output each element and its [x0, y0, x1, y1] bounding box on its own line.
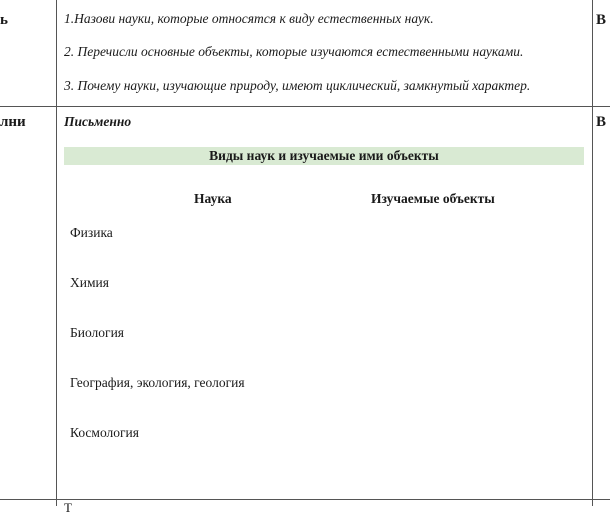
science-row-biology: Биология	[70, 325, 125, 340]
table-title-banner: Виды наук и изучаемые ими объекты	[64, 147, 584, 165]
header-objects: Изучаемые объекты	[371, 191, 495, 206]
left-cell-top-label: ь	[0, 12, 8, 28]
question-3: 3. Почему науки, изучающие природу, имеют циклический, замкнутый характер.	[64, 78, 531, 93]
task-mode-label: Письменно	[64, 114, 132, 129]
header-science: Наука	[194, 191, 232, 206]
column-divider-left	[56, 0, 57, 506]
science-row-physics: Физика	[70, 225, 113, 240]
right-cell-top-label: В	[596, 12, 607, 28]
question-1: 1.Назови науки, которые относятся к виду естественных наук.	[64, 11, 434, 26]
row-divider-bottom	[0, 499, 610, 500]
left-cell-middle-label: лни	[0, 114, 26, 130]
science-row-cosmology: Космология	[70, 425, 139, 440]
column-divider-right	[592, 0, 593, 506]
question-2: 2. Перечисли основные объекты, которые изучаются естественными науками.	[64, 44, 524, 59]
bottom-partial-text: Т	[64, 500, 72, 515]
science-row-geography: География, экология, геология	[70, 375, 245, 390]
science-row-chemistry: Химия	[70, 275, 109, 290]
right-cell-middle-label: В	[596, 114, 607, 130]
row-divider-top	[0, 106, 610, 107]
